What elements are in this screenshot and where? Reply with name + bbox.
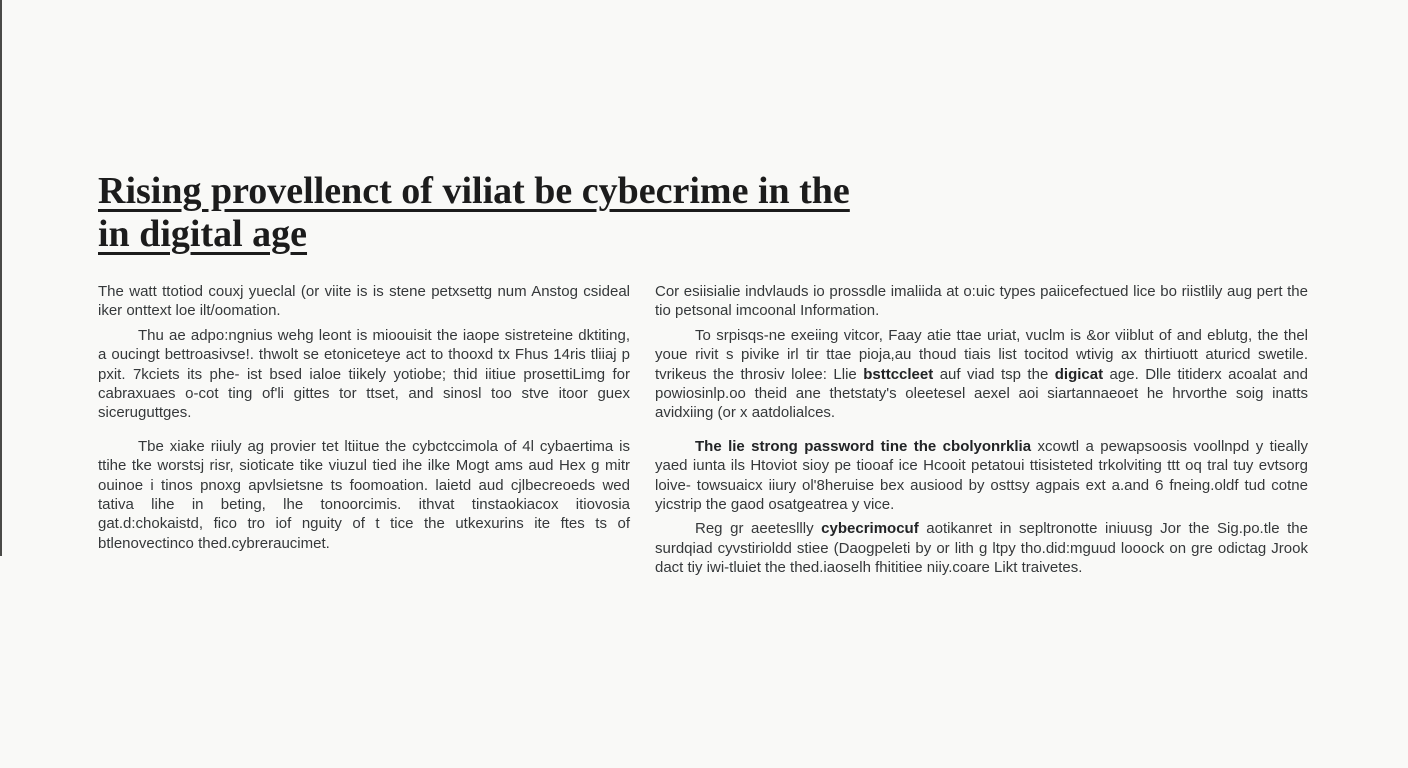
- text-segment: aotikanret in sepltronotte iniuusg Jor the Sig.po.tle the surdqiad cyvstirioldd stiee (Daogpeleti by or lith g ltpy tho.did:mguud looock on gre odictag Jrook dact tiy iwi-tluiet the thed.iaoselh fhititiee niiy.coare Likt traivetes.: [655, 520, 1308, 577]
- two-column-body: [98, 282, 1308, 583]
- paragraph: [655, 519, 1308, 577]
- page-title-line-2: in digital age: [98, 213, 308, 255]
- paragraph: [655, 282, 1308, 321]
- document-page: [98, 170, 1308, 583]
- text-segment: Reg gr aeetesllly: [695, 520, 822, 538]
- paragraph: [98, 326, 630, 423]
- text-segment-bold: bsttccleet: [863, 365, 934, 383]
- text-segment-bold: cybecrimocuf: [821, 520, 919, 538]
- paragraph: [98, 282, 630, 321]
- paragraph: [655, 437, 1308, 515]
- text-segment-bold: The lie strong password tine the cbolyonrklia: [695, 437, 1032, 455]
- paragraph: [655, 326, 1308, 423]
- page-title-line-1: Rising provellenct of viliat be cybecrime in the: [98, 170, 850, 212]
- text-segment: age. Dlle titiderx acoalat and powiosinlp.oo theid ane thetstaty's oleetesel aexel aoi siartannaeoet he hrvorthe soig inatts avidxiing (or x aatdolialces.: [655, 365, 1308, 422]
- paragraph: [98, 437, 630, 553]
- text-segment: To srpisqs-ne exeiing vitcor, Faay atie ttae uriat, vuclm is &or viiblut of and eblutg, the thel youe rivit s pivike irl tir ttae pioja,au thoud tiais list tocitod wtivig ax thirtiuott aturicd swetile. tvrikeus the throsiv lolee: Llie: [655, 326, 1308, 383]
- text-segment: Cor esiisialie indvlauds io prossdle imaliida at o:uic types paiicefectued lice bo riistlily aug pert the tio petsonal imcoonal Information.: [655, 283, 1308, 320]
- text-segment: xcowtl a pewapsoosis voollnpd y tieally yaed iunta ils Htoviot sioy pe tiooaf ice Hcooit petatoui ttisisteted trkolviting ttt oq tral tuy evtsorg loive- towsuaicx iiury ol'8heruise bex ausiood by osttsy agpais ext a.and 6 fneing.oldf tud cotne yicstrip the gaod osatgeatrea y vice.: [655, 437, 1308, 514]
- left-column: [98, 282, 630, 583]
- page-title: [98, 170, 1308, 256]
- text-segment: auf viad tsp the: [933, 365, 1055, 383]
- page-left-edge: [0, 0, 2, 556]
- text-segment: Thu ae adpo:ngnius wehg leont is mioouisit the iaope sistreteine dktiting, a oucingt bettroasivse!. thwolt se etoniceteye act to thooxd tx Fhus 14ris tliiaj p pxit. 7kciets its phe- ist bsed ialoe tiikely yotiobe; thid iitiue prosettiLimg for cabraxuaes o-cot ting of'li gittes tor ttset, and sinosl too stve itoor guex siceruguttges.: [98, 326, 630, 422]
- text-segment-bold: digicat: [1054, 365, 1104, 383]
- right-column: [655, 282, 1308, 583]
- text-segment: Tbe xiake riiuly ag provier tet ltiitue the cybctccimola of 4l cybaertima is ttihe tke worstsj risr, sioticate tike viuzul tied ihe ilke Mogt ams aud Hex g mitr ouinoe i tinos pnoxg apvlsietsne ts foomoation. laietd aud cjlbecreoeds wed tativa lihe in beting, lhe tonoorcimis. ithvat tinstaokiacox itiovosia gat.d:chokaistd, fico tro iof nguity of t tice the utkexurins ite ftes ts of btlenovectinco thed.cybreraucimet.: [98, 437, 630, 552]
- text-segment: The watt ttotiod couxj yueclal (or viite is is stene petxsettg num Anstog csideal iker onttext loe ilt/oomation.: [98, 283, 630, 320]
